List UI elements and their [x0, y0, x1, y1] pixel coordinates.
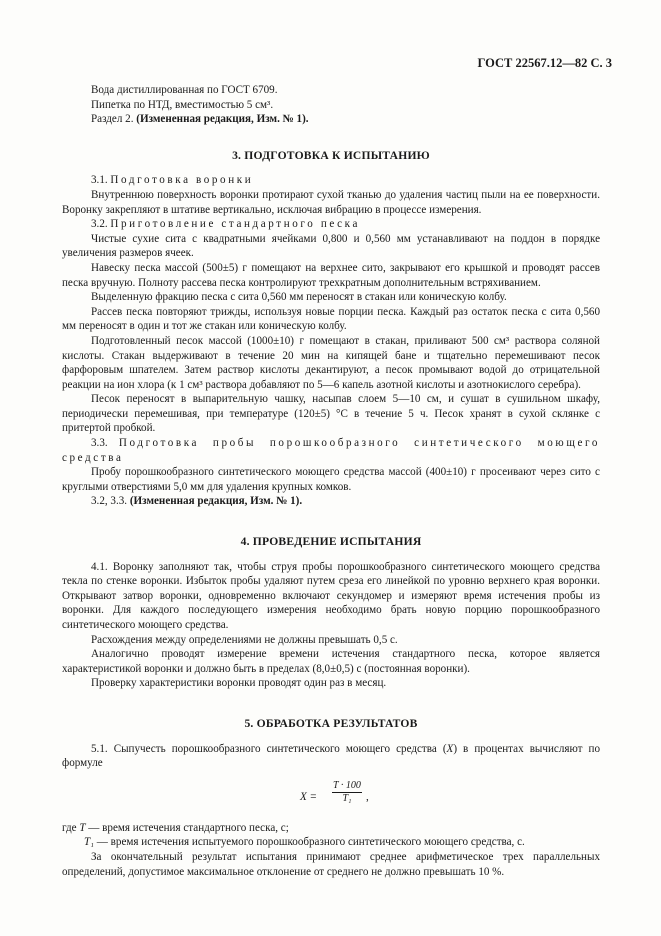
formula — [62, 779, 600, 813]
clause-3-3-heading — [62, 436, 600, 465]
page-header: ГОСТ 22567.12—82 С. 3 — [477, 56, 612, 70]
formula-numerator: T · 100 — [333, 779, 361, 791]
intro-line-2: Пипетка по НТД, вместимостью 5 см³. — [91, 98, 274, 111]
clause-3-2-text-3: Выделенную фракцию песка с сита 0,560 мм переносят в стакан или коническую колбу. — [91, 291, 507, 304]
formula-lhs: X = — [300, 790, 318, 803]
legend-1-text: — время истечения стандартного песка, с; — [85, 821, 289, 834]
amendment-note: (Измененная редакция, Изм. № 1). — [129, 495, 303, 508]
clause-3-2-text-5: Подготовленный песок массой (1000±10) г помещают в стакан, приливают 500 см³ раствора соляной кислоты. Стакан выдерживают в течение 20 мин на кипящей бане и тщательно перемешивают песок фарфоровым шпателем. Затем раствор кислоты декантируют, а песок промывают водой до отрицательной реакции на ион хлора (к 1 см³ раствора добавляют по 5—6 капель азотной кислоты и азотнокислого серебра). — [62, 334, 600, 391]
clause-3-3-text: Пробу порошкообразного синтетического моющего средства массой (400±10) г просеивают через сито с круглыми отверстиями 5,0 мм для удаления крупных комков. — [62, 466, 600, 493]
clause-3-2-title: Приготовление стандартного песка — [110, 218, 361, 231]
clause-4-text-2: Расхождения между определениями не должны превышать 0,5 с. — [91, 633, 398, 646]
clause-3-2-heading — [62, 217, 600, 232]
clause-5-1-text — [62, 742, 600, 771]
formula-fraction — [332, 780, 362, 805]
intro-line-3-text: Раздел 2. — [91, 113, 137, 126]
section-3-title: 3. ПОДГОТОВКА К ИСПЫТАНИЮ — [232, 148, 430, 162]
clause-3-2-text-1: Чистые сухие сита с квадратными ячейками 0,800 и 0,560 мм устанавливают на поддон в порядке увеличения размеров ячеек. — [62, 232, 600, 260]
clause-5-1-text-b: ) в процентах вычисляют по формуле — [62, 742, 600, 770]
clause-3-2-text-2: Навеску песка массой (500±5) г помещают на верхнее сито, закрывают его крышкой и проводят рассев песка вручную. Полноту рассева песка контролируют трехкратным дополнительным встряхиванием. — [62, 261, 600, 289]
clause-4-text-4: Проверку характеристики воронки проводят один раз в месяц. — [91, 677, 387, 690]
variable-t1: T₁ — [84, 836, 95, 849]
variable-t: T — [79, 821, 86, 834]
legend-where: где — [62, 821, 80, 834]
clause-3-amendment-ref: 3.2, 3.3. — [91, 495, 130, 508]
clause-3-3-number: 3.3. — [91, 437, 119, 450]
legend-2-text: — время истечения испытуемого порошкообразного синтетического моющего средства, с. — [94, 836, 525, 849]
clause-4-1-text: 4.1. Воронку заполняют так, чтобы струя пробы порошкообразного синтетического моющего средства текла по стенке воронки. Избыток пробы удаляют путем среза его линейкой по уровню верхнего края воронки. Открывают затвор воронки, одновременно включают секундомер и измеряют время истечения пробы из воронки. Для каждого последующего измерения необходимо брать новую порцию порошкообразного синтетического моющего средства. — [62, 560, 600, 631]
clause-4-text-3: Аналогично проводят измерение времени истечения стандартного песка, которое является характеристикой воронки и должно быть в пределах (8,0±0,5) с (постоянная воронки). — [62, 648, 600, 675]
clause-3-1-title: Подготовка воронки — [110, 174, 254, 187]
clause-5-1-text-a: 5.1. Сыпучесть порошкообразного синтетического моющего средства ( — [91, 742, 447, 755]
formula-denominator: T₁ — [342, 792, 352, 804]
formula-legend-1 — [62, 821, 600, 836]
clause-3-amendment — [62, 494, 600, 509]
section-4-title: 4. ПРОВЕДЕНИЕ ИСПЫТАНИЯ — [240, 535, 422, 549]
formula-legend-2 — [62, 835, 600, 850]
section-5-title: 5. ОБРАБОТКА РЕЗУЛЬТАТОВ — [244, 716, 418, 730]
clause-3-1-number: 3.1. — [91, 174, 111, 187]
clause-3-1-text: Внутреннюю поверхность воронки протирают сухой тканью до удаления частиц пыли на ее поверхности. Воронку закрепляют в штативе вертикально, исключая вибрацию в процессе измерения. — [62, 188, 600, 216]
clause-3-2-number: 3.2. — [91, 218, 111, 231]
amendment-note: (Измененная редакция, Изм. № 1). — [136, 113, 309, 126]
clause-3-2-text-6: Песок переносят в выпарительную чашку, насыпав слоем 5—10 см, и сушат в сушильном шкафу, периодически перемешивая, при температуре (120±5) °С в течение 5 ч. Песок хранят в сухой склянке с притертой пробкой. — [62, 393, 600, 435]
formula-comma: , — [366, 790, 369, 803]
intro-line-1: Вода дистиллированная по ГОСТ 6709. — [91, 84, 278, 96]
clause-5-text-2: За окончательный результат испытания принимают среднее арифметическое трех параллельных определений, допустимое максимальное отклонение от среднего не должно превышать 10 %. — [62, 850, 600, 878]
intro-line-3 — [62, 112, 600, 127]
clause-3-2-text-4: Рассев песка повторяют трижды, используя новые порции песка. Каждый раз остаток песка с сита 0,560 мм переносят в один и тот же стакан или коническую колбу. — [62, 305, 600, 333]
clause-3-1-heading — [62, 173, 600, 188]
variable-x: X — [446, 742, 454, 755]
document-body — [62, 83, 600, 879]
clause-3-3-title: Подготовка пробы порошкообразного синтетического моющего средства — [62, 437, 601, 464]
